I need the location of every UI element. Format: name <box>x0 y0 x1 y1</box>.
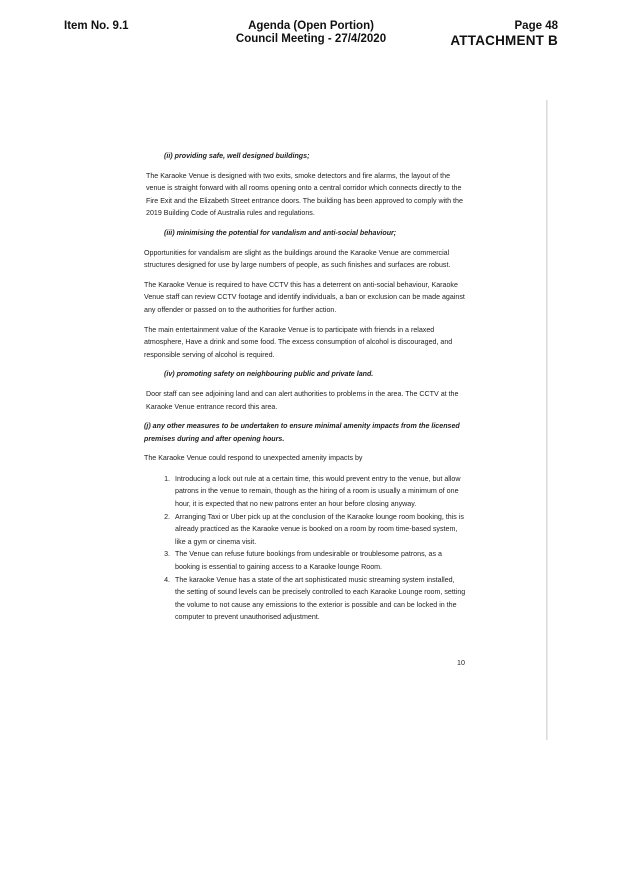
scan-edge-shadow <box>546 100 548 740</box>
heading-vandalism: (iii) minimising the potential for vandalism and anti-social behaviour; <box>164 228 397 237</box>
paragraph-vandalism-2: The Karaoke Venue is required to have CCTV this has a deterrent on anti-social behaviour, Karaoke Venue staff can review CCTV footage and identify individuals, a ban or exclusion can be made against any offender or passed on to the authorities for further action. <box>144 280 465 314</box>
list-item: 2. Arranging Taxi or Uber pick up at the conclusion of the Karaoke lounge room booking, this is already practiced as the Karaoke venue is booked on a room by room time-based system, like a gym or cinema visit. <box>172 511 466 549</box>
list-item: 1. Introducing a lock out rule at a certain time, this would prevent entry to the venue, but allow patrons in the venue to remain, though as the hiring of a room is usually a minimum of one hour, it is expected that no new patrons enter an hour before closing anyway. <box>172 473 466 511</box>
amenity-measures-list <box>144 473 466 624</box>
page-label: Page 48 <box>514 20 558 32</box>
heading-safe-buildings: (ii) providing safe, well designed buildings; <box>164 152 310 160</box>
paragraph-neighbouring-safety: Door staff can see adjoining land and can alert authorities to problems in the area. The CCTV at the Karaoke Venue entrance record this area. <box>146 389 459 411</box>
page-number: 10 <box>457 659 465 667</box>
paragraph-vandalism-3: The main entertainment value of the Karaoke Venue is to participate with friends in a relaxed atmosphere, Have a drink and some food. The excess consumption of alcohol is discouraged, and responsible serving of alcohol is required. <box>144 325 453 359</box>
item-number-text: Item No. 9.1 <box>64 20 129 32</box>
paragraph-safe-buildings: The Karaoke Venue is designed with two exits, smoke detectors and fire alarms, the layout of the venue is straight forward with all rooms opening onto a central corridor which connects directly to the Fire Exit and the Elizabeth Street entrance doors. The building has been approved to comply with the 2019 Building Code of Australia rules and regulations. <box>146 171 463 218</box>
list-item: 3. The Venue can refuse future bookings from undesirable or troublesome patrons, as a booking is essential to gaining access to a Karaoke lounge Room. <box>172 548 466 573</box>
agenda-title: Agenda (Open Portion) <box>248 20 374 32</box>
paragraph-vandalism-1: Opportunities for vandalism are slight as the buildings around the Karaoke Venue are commercial structures designed for use by large numbers of people, as such finishes and surfaces are robust. <box>144 248 451 270</box>
heading-neighbouring-safety: (iv) promoting safety on neighbouring public and private land. <box>164 370 374 379</box>
attachment-label: ATTACHMENT B <box>450 33 558 48</box>
header-page-info <box>450 20 558 49</box>
meeting-date: Council Meeting - 27/4/2020 <box>235 33 387 45</box>
heading-other-measures: (j) any other measures to be undertaken to ensure minimal amenity impacts from the licensed premises during and after opening hours. <box>144 422 460 443</box>
list-item: 4. The karaoke Venue has a state of the art sophisticated music streaming system installed, the setting of sound levels can be precisely controlled to each Karaoke Lounge room, setting the volume to not cause any emissions to the exterior is possible and can be locked in the computer to prevent unauthorised adjustment. <box>172 574 466 624</box>
paragraph-other-measures: The Karaoke Venue could respond to unexpected amenity impacts by <box>144 454 363 463</box>
document-body <box>144 150 466 624</box>
